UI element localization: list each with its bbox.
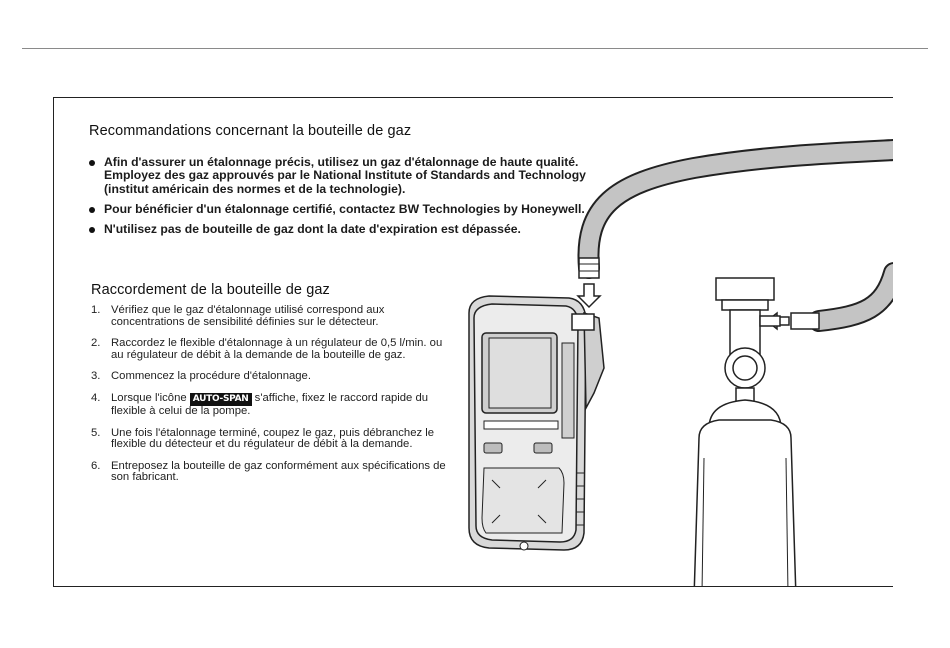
step-number: 4. (91, 391, 101, 404)
step-item (91, 393, 451, 418)
gas-cylinder-illustration (694, 278, 796, 587)
procedure-steps (91, 305, 451, 494)
bullet-dot (89, 160, 95, 166)
step-text-after: s'affiche, fixez le raccord rapide du flexible à celui de la pompe. (111, 391, 429, 417)
section1-title: Recommandations concernant la bouteille de gaz (89, 123, 412, 139)
bullet-dot (89, 207, 95, 213)
step-number: 2. (91, 337, 101, 350)
step-item (91, 461, 451, 484)
bullet-dot (89, 227, 95, 233)
auto-span-badge: AUTO-SPAN (190, 393, 252, 406)
step-number: 3. (91, 370, 101, 383)
figure-panel (53, 97, 893, 587)
step-number: 5. (91, 426, 101, 439)
step-text: Commencez la procédure d'étalonnage. (111, 370, 311, 383)
step-item (91, 371, 451, 383)
step-item (91, 428, 451, 451)
step-text: Raccordez le flexible d'étalonnage à un régulateur de 0,5 l/min. ou au régulateur de débit à la demande de la bouteille de gaz. (111, 337, 443, 361)
detector-illustration (469, 296, 604, 550)
hose-fitting (579, 258, 599, 278)
recommendation-text: Pour bénéficier d'un étalonnage certifié, contactez BW Technologies by Honeywell. (104, 201, 585, 216)
top-rule (22, 48, 928, 49)
calibration-illustration (434, 138, 893, 587)
section2-title: Raccordement de la bouteille de gaz (91, 282, 330, 298)
step-text: Une fois l'étalonnage terminé, coupez le gaz, puis débranchez le flexible du détecteur et du régulateur de débit à la demande. (111, 426, 435, 451)
step-number: 6. (91, 459, 101, 472)
step-text: Entreposez la bouteille de gaz conformément aux spécifications de son fabricant. (111, 459, 446, 484)
step-item (91, 305, 451, 328)
recommendation-text: N'utilisez pas de bouteille de gaz dont la date d'expiration est dépassée. (104, 222, 521, 237)
recommendation-text: Afin d'assurer un étalonnage précis, utilisez un gaz d'étalonnage de haute qualité. Employez des gaz approuvés par le National Institute of Standards and Technology (institut américain des normes et de la technologie). (104, 155, 586, 196)
step-text-before: Lorsque l'icône (111, 391, 190, 404)
step-number: 1. (91, 304, 101, 316)
step-item (91, 338, 451, 361)
step-text: Vérifiez que le gaz d'étalonnage utilisé correspond aux concentrations de sensibilité définies sur le détecteur. (111, 304, 385, 328)
